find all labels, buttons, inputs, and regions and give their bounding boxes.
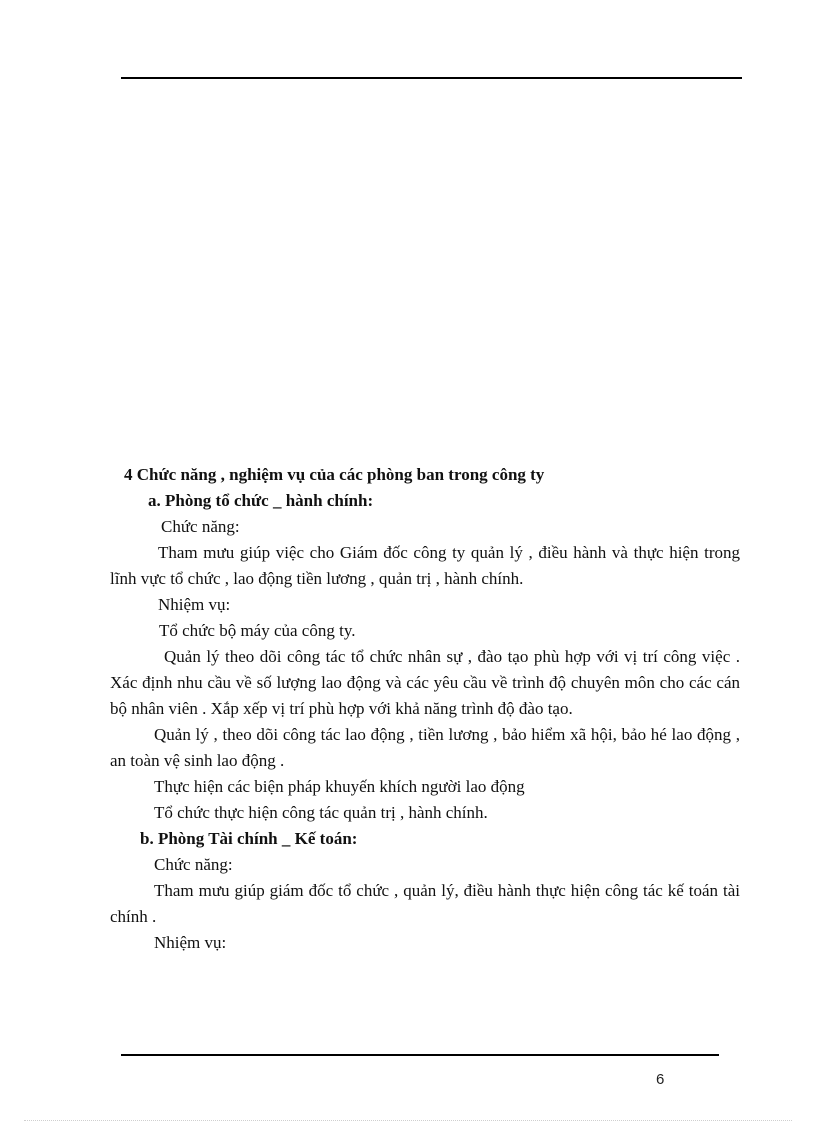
subsection-a-function-text: Tham mưu giúp việc cho Giám đốc công ty quản lý , điều hành và thực hiện trong lĩnh vực tổ chức , lao động tiền lương , quản trị , hành chính. <box>110 543 740 588</box>
duty-item: Quản lý theo dõi công tác tổ chức nhân sự , đào tạo phù hợp với vị trí công việc . Xác định nhu cầu về số lượng lao động và các yêu cầu về trình độ chuyên môn cho các cán bộ nhân viên . Xắp xếp vị trí phù hợp với khả năng trình độ đào tạo. <box>110 647 740 718</box>
subsection-b-function-label: Chức năng: <box>154 855 233 874</box>
subsection-b-title: b. Phòng Tài chính _ Kế toán: <box>140 829 358 848</box>
header-rule <box>121 77 742 79</box>
page-body <box>110 462 740 956</box>
page-number: 6 <box>656 1071 665 1088</box>
duty-item: Tổ chức thực hiện công tác quản trị , hành chính. <box>154 803 488 822</box>
subsection-b-duties-label: Nhiệm vụ: <box>154 933 227 952</box>
duty-item: Thực hiện các biện pháp khuyến khích người lao động <box>154 777 525 796</box>
subsection-b-function-text: Tham mưu giúp giám đốc tổ chức , quản lý, điều hành thực hiện công tác kế toán tài chính . <box>110 881 740 926</box>
subsection-a-function-label: Chức năng: <box>161 517 240 536</box>
duty-item: Tổ chức bộ máy của công ty. <box>159 621 356 640</box>
footer-rule <box>121 1054 719 1056</box>
section-heading: 4 Chức năng , nghiệm vụ của các phòng ban trong công ty <box>124 465 545 484</box>
duty-item: Quản lý , theo dõi công tác lao động , tiền lương , bảo hiểm xã hội, bảo hé lao động , an toàn vệ sinh lao động . <box>110 725 740 770</box>
subsection-a-title: a. Phòng tổ chức _ hành chính: <box>148 491 374 510</box>
subsection-a-duties-label: Nhiệm vụ: <box>158 595 231 614</box>
page-edge-divider <box>24 1120 792 1121</box>
